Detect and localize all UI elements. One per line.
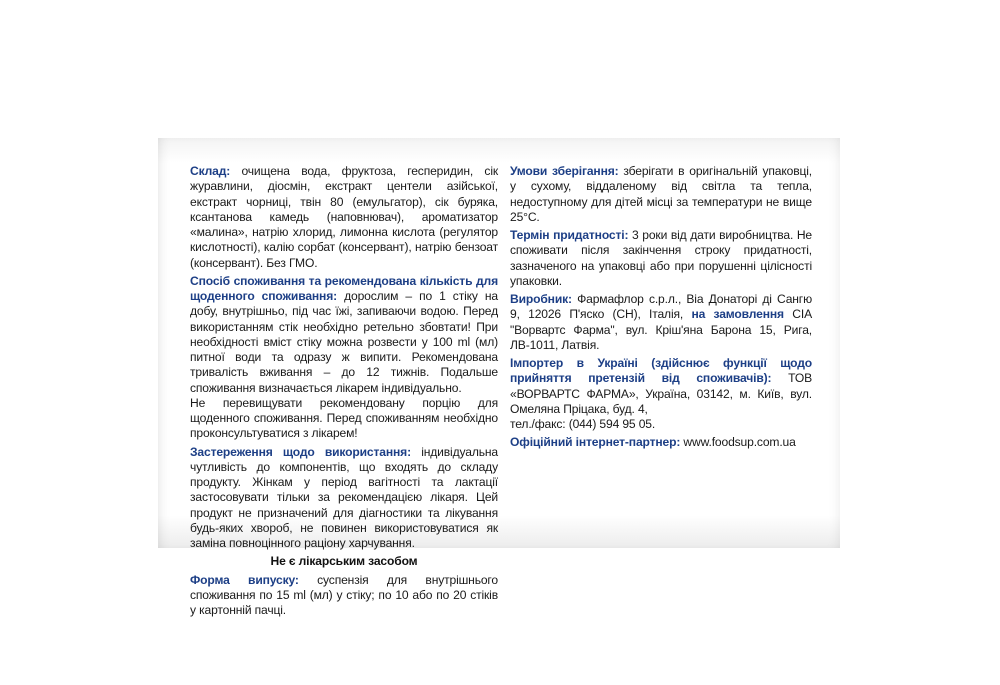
importer-label: Імпортер в Україні (здійснює функції щодо прийняття претензій від споживачів): (510, 356, 812, 386)
release-form-paragraph (190, 573, 498, 619)
product-label-card (158, 138, 840, 617)
partner-paragraph (510, 435, 812, 450)
usage-warning: Не перевищувати рекомендовану порцію для щоденного споживання. Перед споживанням необхідно проконсультуватися з лікарем! (190, 395, 498, 441)
precautions-label: Застереження щодо використання: (190, 444, 411, 459)
composition-text: очищена вода, фруктоза, гесперидин, сік журавлини, діосмін, екстракт центели азійської, екстракт чорниці, твін 80 (емульгатор), сік буряка, ксантанова камедь (наповнювач), ароматизатор «малина», натрію хлорид, лимонна кислота (регулятор кислотності), калію сорбат (консервант), натрію бензоат (консервант). Без ГМО. (190, 164, 498, 270)
partner-url: www.foodsup.com.ua (680, 435, 796, 450)
manufacturer-label: Виробник: (510, 292, 572, 306)
not-medicine-note: Не є лікарським засобом (270, 554, 418, 569)
importer-text: ТОВ «ВОРВАРТС ФАРМА», Україна, 03142, м. Київ, вул. Омеляна Пріцака, буд. 4, (510, 371, 813, 416)
storage-text: зберігати в оригінальній упаковці, у сухому, віддаленому від світла та тепла, недоступному для дітей місці за температури не вище 25°С. (510, 164, 812, 224)
shelf-life-text: 3 роки від дати виробництва. Не споживати після закінчення строку придатності, зазначеного на упаковці або при порушенні цілісності упаковки. (510, 228, 813, 288)
storage-label: Умови зберігання: (510, 164, 619, 178)
importer-paragraph (510, 356, 812, 417)
partner-label: Офіційний інтернет-партнер: (510, 435, 681, 450)
usage-label: Спосіб споживання та рекомендована кількість для щоденного споживання: (190, 273, 498, 303)
composition-label: Склад: (190, 164, 231, 178)
shelf-life-label: Термін придатності: (510, 228, 629, 242)
composition-paragraph (190, 164, 498, 271)
right-column (510, 164, 812, 454)
precautions-paragraph (190, 445, 498, 552)
usage-paragraph (190, 274, 498, 396)
precautions-text: індивідуальна чутливість до компонентів, що входять до складу продукту. Жінкам у період вагітності та лактації застосовувати тільки за рекомендацією лікаря. Цей продукт не призначений для діагностики та лікування будь-яких хвороб, не повинен використовуватися як заміна повноцінного раціону харчування. (190, 444, 498, 550)
left-column (190, 164, 498, 621)
order-label: на замовлення (691, 307, 784, 322)
manufacturer-text: Фармафлор с.р.л., Віа Донаторі ді Сангю 9, 12026 П'яско (СН), Італія, (510, 292, 812, 322)
shelf-life-paragraph (510, 228, 812, 289)
order-text: СІА "Ворвартс Фарма", вул. Кріш'яна Барона 15, Рига, ЛВ-1011, Латвія. (510, 307, 813, 352)
release-form-text: суспензія для внутрішнього споживання по 15 ml (мл) у стіку; по 10 або по 20 стіків у картонній пачці. (190, 572, 498, 617)
importer-phone: тел./факс: (044) 594 95 05. (510, 417, 656, 431)
usage-text: дорослим – по 1 стіку на добу, внутрішньо, під час їжі, запиваючи водою. Перед використанням стік необхідно ретельно збовтати! При необхідності вміст стіку можна розвести у 100 ml (мл) питної води та одразу ж випити. Рекомендована тривалість вживання – до 12 тижнів. Подальше споживання визначається лікарем індивідуально. (190, 289, 498, 395)
storage-paragraph (510, 164, 812, 225)
manufacturer-paragraph (510, 292, 812, 353)
release-form-label: Форма випуску: (190, 572, 299, 587)
